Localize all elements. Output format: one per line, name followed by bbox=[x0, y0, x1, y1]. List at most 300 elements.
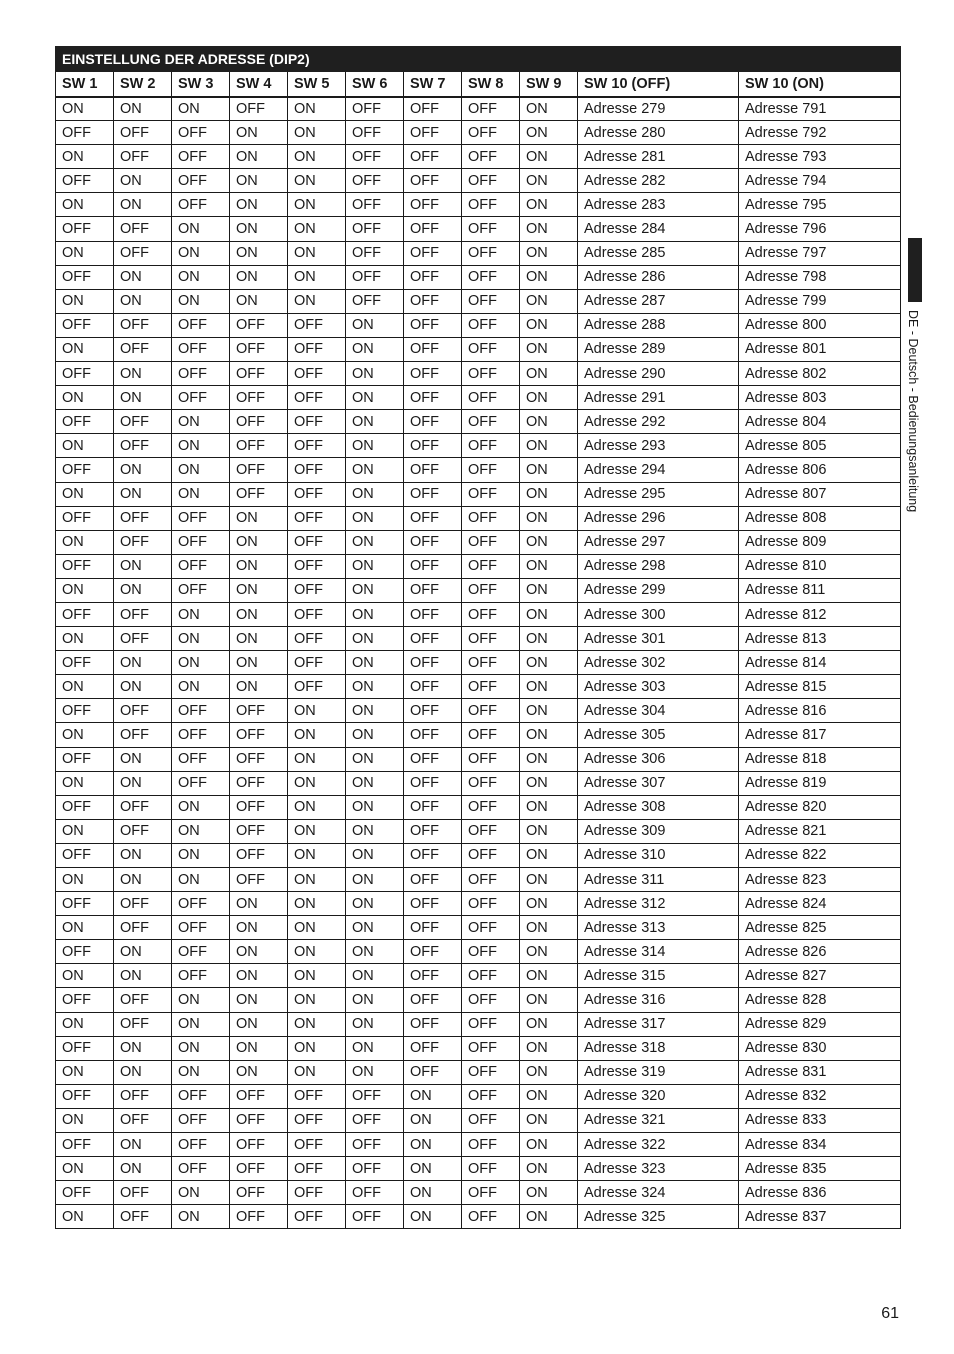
table-cell: ON bbox=[56, 482, 114, 506]
table-row bbox=[56, 434, 901, 458]
table-cell: OFF bbox=[404, 578, 462, 602]
table-cell: OFF bbox=[56, 795, 114, 819]
column-header: SW 6 bbox=[346, 72, 404, 97]
table-cell: OFF bbox=[462, 843, 520, 867]
table-cell: OFF bbox=[404, 506, 462, 530]
table-cell: ON bbox=[520, 313, 578, 337]
table-cell: OFF bbox=[462, 410, 520, 434]
table-cell: OFF bbox=[230, 1181, 288, 1205]
table-cell: OFF bbox=[56, 1084, 114, 1108]
table-cell: ON bbox=[288, 217, 346, 241]
table-cell: OFF bbox=[346, 1108, 404, 1132]
table-cell: OFF bbox=[56, 1036, 114, 1060]
column-header: SW 1 bbox=[56, 72, 114, 97]
table-cell: Adresse 808 bbox=[739, 506, 901, 530]
table-cell: ON bbox=[520, 362, 578, 386]
table-cell: OFF bbox=[462, 289, 520, 313]
table-cell: OFF bbox=[172, 1108, 230, 1132]
table-cell: OFF bbox=[462, 940, 520, 964]
table-row bbox=[56, 868, 901, 892]
table-cell: ON bbox=[56, 1108, 114, 1132]
table-cell: OFF bbox=[288, 554, 346, 578]
table-row bbox=[56, 554, 901, 578]
table-cell: OFF bbox=[404, 723, 462, 747]
table-cell: OFF bbox=[114, 337, 172, 361]
table-cell: OFF bbox=[462, 578, 520, 602]
table-cell: OFF bbox=[288, 1205, 346, 1229]
table-cell: ON bbox=[520, 386, 578, 410]
table-cell: ON bbox=[114, 482, 172, 506]
table-cell: Adresse 285 bbox=[578, 241, 739, 265]
column-header: SW 3 bbox=[172, 72, 230, 97]
table-cell: OFF bbox=[404, 651, 462, 675]
table-cell: OFF bbox=[346, 97, 404, 121]
table-cell: ON bbox=[288, 241, 346, 265]
table-row bbox=[56, 145, 901, 169]
table-cell: OFF bbox=[404, 916, 462, 940]
table-cell: OFF bbox=[404, 1060, 462, 1084]
table-cell: OFF bbox=[462, 1012, 520, 1036]
table-cell: OFF bbox=[56, 602, 114, 626]
table-cell: OFF bbox=[462, 482, 520, 506]
table-cell: OFF bbox=[172, 1084, 230, 1108]
table-cell: OFF bbox=[346, 1084, 404, 1108]
table-cell: ON bbox=[172, 289, 230, 313]
table-cell: OFF bbox=[230, 362, 288, 386]
table-cell: ON bbox=[114, 169, 172, 193]
table-row bbox=[56, 217, 901, 241]
table-cell: ON bbox=[288, 988, 346, 1012]
table-cell: ON bbox=[346, 482, 404, 506]
table-cell: ON bbox=[520, 241, 578, 265]
table-cell: OFF bbox=[288, 627, 346, 651]
table-cell: Adresse 316 bbox=[578, 988, 739, 1012]
table-row bbox=[56, 1133, 901, 1157]
table-cell: OFF bbox=[56, 506, 114, 530]
table-cell: ON bbox=[520, 940, 578, 964]
table-cell: ON bbox=[288, 145, 346, 169]
table-cell: ON bbox=[56, 771, 114, 795]
table-row bbox=[56, 1060, 901, 1084]
table-cell: Adresse 802 bbox=[739, 362, 901, 386]
table-row bbox=[56, 506, 901, 530]
table-cell: ON bbox=[520, 1084, 578, 1108]
table-cell: OFF bbox=[346, 145, 404, 169]
table-cell: ON bbox=[346, 675, 404, 699]
table-cell: ON bbox=[114, 771, 172, 795]
table-cell: OFF bbox=[404, 795, 462, 819]
table-cell: OFF bbox=[56, 410, 114, 434]
table-cell: OFF bbox=[404, 193, 462, 217]
table-row bbox=[56, 747, 901, 771]
table-cell: ON bbox=[346, 578, 404, 602]
table-cell: OFF bbox=[230, 1084, 288, 1108]
table-cell: OFF bbox=[230, 386, 288, 410]
table-cell: OFF bbox=[114, 627, 172, 651]
table-cell: OFF bbox=[230, 1108, 288, 1132]
table-cell: OFF bbox=[172, 578, 230, 602]
table-cell: ON bbox=[56, 627, 114, 651]
table-row bbox=[56, 1108, 901, 1132]
table-cell: OFF bbox=[172, 145, 230, 169]
table-row bbox=[56, 458, 901, 482]
table-cell: OFF bbox=[462, 1060, 520, 1084]
table-cell: OFF bbox=[288, 434, 346, 458]
table-row bbox=[56, 843, 901, 867]
table-cell: OFF bbox=[462, 362, 520, 386]
table-cell: OFF bbox=[346, 1157, 404, 1181]
table-cell: ON bbox=[56, 868, 114, 892]
table-cell: ON bbox=[288, 699, 346, 723]
table-cell: ON bbox=[520, 1108, 578, 1132]
table-cell: ON bbox=[346, 868, 404, 892]
table-cell: ON bbox=[404, 1181, 462, 1205]
table-cell: Adresse 807 bbox=[739, 482, 901, 506]
table-row bbox=[56, 602, 901, 626]
table-cell: ON bbox=[520, 892, 578, 916]
column-header: SW 9 bbox=[520, 72, 578, 97]
table-cell: OFF bbox=[404, 699, 462, 723]
table-cell: ON bbox=[230, 217, 288, 241]
table-cell: OFF bbox=[462, 651, 520, 675]
table-cell: Adresse 292 bbox=[578, 410, 739, 434]
table-cell: OFF bbox=[56, 217, 114, 241]
table-cell: OFF bbox=[404, 362, 462, 386]
table-cell: Adresse 812 bbox=[739, 602, 901, 626]
table-cell: OFF bbox=[230, 868, 288, 892]
table-cell: Adresse 322 bbox=[578, 1133, 739, 1157]
table-cell: ON bbox=[346, 819, 404, 843]
table-cell: ON bbox=[172, 1012, 230, 1036]
table-cell: Adresse 823 bbox=[739, 868, 901, 892]
table-cell: OFF bbox=[404, 97, 462, 121]
table-cell: OFF bbox=[462, 145, 520, 169]
table-cell: OFF bbox=[172, 771, 230, 795]
table-cell: OFF bbox=[114, 145, 172, 169]
table-title-row bbox=[56, 47, 901, 72]
table-cell: OFF bbox=[56, 169, 114, 193]
table-row bbox=[56, 265, 901, 289]
table-cell: Adresse 806 bbox=[739, 458, 901, 482]
table-cell: ON bbox=[346, 795, 404, 819]
table-cell: ON bbox=[230, 602, 288, 626]
table-cell: ON bbox=[114, 1060, 172, 1084]
table-cell: Adresse 300 bbox=[578, 602, 739, 626]
table-cell: OFF bbox=[172, 554, 230, 578]
table-cell: Adresse 813 bbox=[739, 627, 901, 651]
table-cell: OFF bbox=[288, 1157, 346, 1181]
table-cell: Adresse 821 bbox=[739, 819, 901, 843]
table-cell: ON bbox=[288, 193, 346, 217]
table-cell: ON bbox=[172, 627, 230, 651]
table-cell: Adresse 312 bbox=[578, 892, 739, 916]
table-cell: OFF bbox=[172, 193, 230, 217]
table-cell: ON bbox=[346, 988, 404, 1012]
table-cell: ON bbox=[346, 964, 404, 988]
table-cell: ON bbox=[346, 1012, 404, 1036]
table-cell: Adresse 308 bbox=[578, 795, 739, 819]
table-cell: OFF bbox=[230, 337, 288, 361]
table-cell: ON bbox=[346, 843, 404, 867]
table-cell: OFF bbox=[404, 265, 462, 289]
table-cell: OFF bbox=[404, 458, 462, 482]
table-cell: ON bbox=[520, 1157, 578, 1181]
table-cell: Adresse 793 bbox=[739, 145, 901, 169]
table-row bbox=[56, 651, 901, 675]
table-cell: Adresse 311 bbox=[578, 868, 739, 892]
table-cell: OFF bbox=[404, 1036, 462, 1060]
table-cell: OFF bbox=[230, 482, 288, 506]
table-cell: ON bbox=[520, 337, 578, 361]
table-row bbox=[56, 723, 901, 747]
table-cell: ON bbox=[172, 843, 230, 867]
table-cell: ON bbox=[520, 169, 578, 193]
table-cell: OFF bbox=[56, 1181, 114, 1205]
table-cell: ON bbox=[56, 1205, 114, 1229]
table-cell: ON bbox=[520, 795, 578, 819]
table-cell: ON bbox=[520, 723, 578, 747]
table-row bbox=[56, 892, 901, 916]
table-cell: ON bbox=[172, 988, 230, 1012]
table-cell: ON bbox=[172, 1036, 230, 1060]
table-cell: Adresse 815 bbox=[739, 675, 901, 699]
table-cell: Adresse 314 bbox=[578, 940, 739, 964]
table-cell: ON bbox=[288, 1060, 346, 1084]
table-row bbox=[56, 771, 901, 795]
table-cell: OFF bbox=[404, 843, 462, 867]
table-cell: ON bbox=[520, 506, 578, 530]
table-cell: ON bbox=[56, 386, 114, 410]
table-cell: ON bbox=[56, 97, 114, 121]
table-cell: OFF bbox=[172, 337, 230, 361]
table-cell: OFF bbox=[346, 265, 404, 289]
table-cell: ON bbox=[114, 1157, 172, 1181]
table-title: EINSTELLUNG DER ADRESSE (DIP2) bbox=[56, 47, 901, 72]
table-cell: Adresse 324 bbox=[578, 1181, 739, 1205]
table-cell: OFF bbox=[462, 121, 520, 145]
side-tab-marker bbox=[908, 238, 922, 302]
table-cell: OFF bbox=[230, 434, 288, 458]
table-cell: Adresse 791 bbox=[739, 97, 901, 121]
table-row bbox=[56, 578, 901, 602]
table-cell: Adresse 291 bbox=[578, 386, 739, 410]
table-cell: ON bbox=[520, 1060, 578, 1084]
table-cell: OFF bbox=[172, 723, 230, 747]
table-cell: OFF bbox=[114, 699, 172, 723]
table-cell: OFF bbox=[288, 1133, 346, 1157]
table-cell: OFF bbox=[462, 554, 520, 578]
table-cell: OFF bbox=[404, 940, 462, 964]
table-cell: OFF bbox=[230, 795, 288, 819]
table-cell: OFF bbox=[462, 819, 520, 843]
table-cell: Adresse 286 bbox=[578, 265, 739, 289]
table-cell: Adresse 826 bbox=[739, 940, 901, 964]
table-cell: OFF bbox=[404, 988, 462, 1012]
table-cell: OFF bbox=[404, 964, 462, 988]
table-cell: OFF bbox=[462, 723, 520, 747]
table-cell: OFF bbox=[404, 169, 462, 193]
table-cell: ON bbox=[230, 988, 288, 1012]
table-cell: Adresse 281 bbox=[578, 145, 739, 169]
table-cell: OFF bbox=[462, 627, 520, 651]
table-row bbox=[56, 386, 901, 410]
table-cell: OFF bbox=[114, 1012, 172, 1036]
table-cell: ON bbox=[56, 1157, 114, 1181]
table-cell: OFF bbox=[462, 1133, 520, 1157]
table-cell: Adresse 831 bbox=[739, 1060, 901, 1084]
table-row bbox=[56, 169, 901, 193]
table-cell: ON bbox=[288, 121, 346, 145]
table-cell: ON bbox=[346, 410, 404, 434]
table-cell: OFF bbox=[230, 1205, 288, 1229]
table-cell: ON bbox=[56, 1060, 114, 1084]
table-cell: OFF bbox=[462, 1036, 520, 1060]
table-cell: ON bbox=[172, 1181, 230, 1205]
table-cell: ON bbox=[114, 964, 172, 988]
table-cell: ON bbox=[520, 482, 578, 506]
table-cell: OFF bbox=[462, 97, 520, 121]
table-cell: Adresse 792 bbox=[739, 121, 901, 145]
table-cell: ON bbox=[346, 1060, 404, 1084]
table-cell: OFF bbox=[346, 1205, 404, 1229]
table-cell: OFF bbox=[56, 265, 114, 289]
table-cell: Adresse 836 bbox=[739, 1181, 901, 1205]
table-cell: OFF bbox=[404, 868, 462, 892]
table-cell: ON bbox=[114, 362, 172, 386]
table-cell: OFF bbox=[462, 916, 520, 940]
table-cell: ON bbox=[520, 627, 578, 651]
table-cell: ON bbox=[520, 265, 578, 289]
table-cell: OFF bbox=[288, 602, 346, 626]
table-cell: Adresse 280 bbox=[578, 121, 739, 145]
table-cell: OFF bbox=[114, 819, 172, 843]
table-cell: OFF bbox=[56, 892, 114, 916]
table-cell: OFF bbox=[404, 217, 462, 241]
table-cell: OFF bbox=[172, 940, 230, 964]
table-cell: OFF bbox=[114, 795, 172, 819]
table-cell: OFF bbox=[172, 699, 230, 723]
table-cell: OFF bbox=[114, 530, 172, 554]
table-cell: ON bbox=[172, 795, 230, 819]
table-cell: ON bbox=[346, 362, 404, 386]
table-cell: ON bbox=[114, 578, 172, 602]
table-cell: ON bbox=[114, 843, 172, 867]
table-cell: ON bbox=[346, 627, 404, 651]
table-cell: ON bbox=[520, 578, 578, 602]
table-cell: OFF bbox=[288, 482, 346, 506]
table-cell: ON bbox=[404, 1205, 462, 1229]
table-cell: OFF bbox=[462, 313, 520, 337]
table-cell: ON bbox=[230, 964, 288, 988]
table-cell: OFF bbox=[404, 121, 462, 145]
table-cell: ON bbox=[520, 530, 578, 554]
table-cell: ON bbox=[288, 795, 346, 819]
table-cell: OFF bbox=[462, 1157, 520, 1181]
table-cell: ON bbox=[56, 916, 114, 940]
table-cell: OFF bbox=[230, 1157, 288, 1181]
table-cell: ON bbox=[520, 434, 578, 458]
table-cell: ON bbox=[56, 241, 114, 265]
table-cell: OFF bbox=[230, 843, 288, 867]
table-cell: OFF bbox=[56, 362, 114, 386]
table-cell: Adresse 315 bbox=[578, 964, 739, 988]
table-cell: OFF bbox=[230, 699, 288, 723]
table-cell: Adresse 287 bbox=[578, 289, 739, 313]
table-cell: OFF bbox=[172, 386, 230, 410]
table-cell: Adresse 825 bbox=[739, 916, 901, 940]
table-cell: Adresse 295 bbox=[578, 482, 739, 506]
table-cell: Adresse 288 bbox=[578, 313, 739, 337]
table-cell: OFF bbox=[462, 964, 520, 988]
table-cell: ON bbox=[114, 651, 172, 675]
table-cell: OFF bbox=[462, 530, 520, 554]
table-cell: OFF bbox=[172, 530, 230, 554]
table-cell: Adresse 301 bbox=[578, 627, 739, 651]
table-cell: Adresse 304 bbox=[578, 699, 739, 723]
table-cell: Adresse 798 bbox=[739, 265, 901, 289]
table-cell: OFF bbox=[288, 578, 346, 602]
table-cell: OFF bbox=[462, 217, 520, 241]
table-cell: OFF bbox=[56, 313, 114, 337]
table-row bbox=[56, 675, 901, 699]
table-body bbox=[56, 97, 901, 1229]
table-cell: OFF bbox=[288, 410, 346, 434]
table-cell: OFF bbox=[404, 819, 462, 843]
table-cell: ON bbox=[404, 1157, 462, 1181]
table-cell: OFF bbox=[404, 554, 462, 578]
table-cell: ON bbox=[520, 699, 578, 723]
table-cell: ON bbox=[520, 771, 578, 795]
table-cell: ON bbox=[346, 337, 404, 361]
table-cell: Adresse 321 bbox=[578, 1108, 739, 1132]
table-cell: ON bbox=[172, 458, 230, 482]
table-cell: Adresse 299 bbox=[578, 578, 739, 602]
table-cell: OFF bbox=[114, 602, 172, 626]
column-header: SW 8 bbox=[462, 72, 520, 97]
table-cell: ON bbox=[230, 530, 288, 554]
table-cell: OFF bbox=[346, 289, 404, 313]
table-cell: OFF bbox=[288, 530, 346, 554]
table-cell: ON bbox=[172, 434, 230, 458]
table-row bbox=[56, 1012, 901, 1036]
table-cell: OFF bbox=[172, 892, 230, 916]
table-cell: ON bbox=[520, 1181, 578, 1205]
table-row bbox=[56, 337, 901, 361]
table-cell: OFF bbox=[114, 506, 172, 530]
column-header: SW 4 bbox=[230, 72, 288, 97]
table-cell: ON bbox=[172, 868, 230, 892]
table-row bbox=[56, 121, 901, 145]
table-cell: OFF bbox=[404, 386, 462, 410]
table-cell: ON bbox=[114, 289, 172, 313]
table-cell: ON bbox=[230, 627, 288, 651]
table-cell: Adresse 795 bbox=[739, 193, 901, 217]
table-cell: ON bbox=[114, 940, 172, 964]
table-cell: ON bbox=[56, 530, 114, 554]
table-cell: ON bbox=[230, 265, 288, 289]
table-cell: Adresse 810 bbox=[739, 554, 901, 578]
table-cell: Adresse 305 bbox=[578, 723, 739, 747]
table-cell: OFF bbox=[404, 337, 462, 361]
table-cell: OFF bbox=[346, 169, 404, 193]
table-cell: Adresse 809 bbox=[739, 530, 901, 554]
table-cell: Adresse 817 bbox=[739, 723, 901, 747]
table-cell: OFF bbox=[172, 121, 230, 145]
table-cell: ON bbox=[114, 193, 172, 217]
table-cell: OFF bbox=[462, 193, 520, 217]
table-cell: OFF bbox=[172, 916, 230, 940]
table-cell: ON bbox=[56, 289, 114, 313]
